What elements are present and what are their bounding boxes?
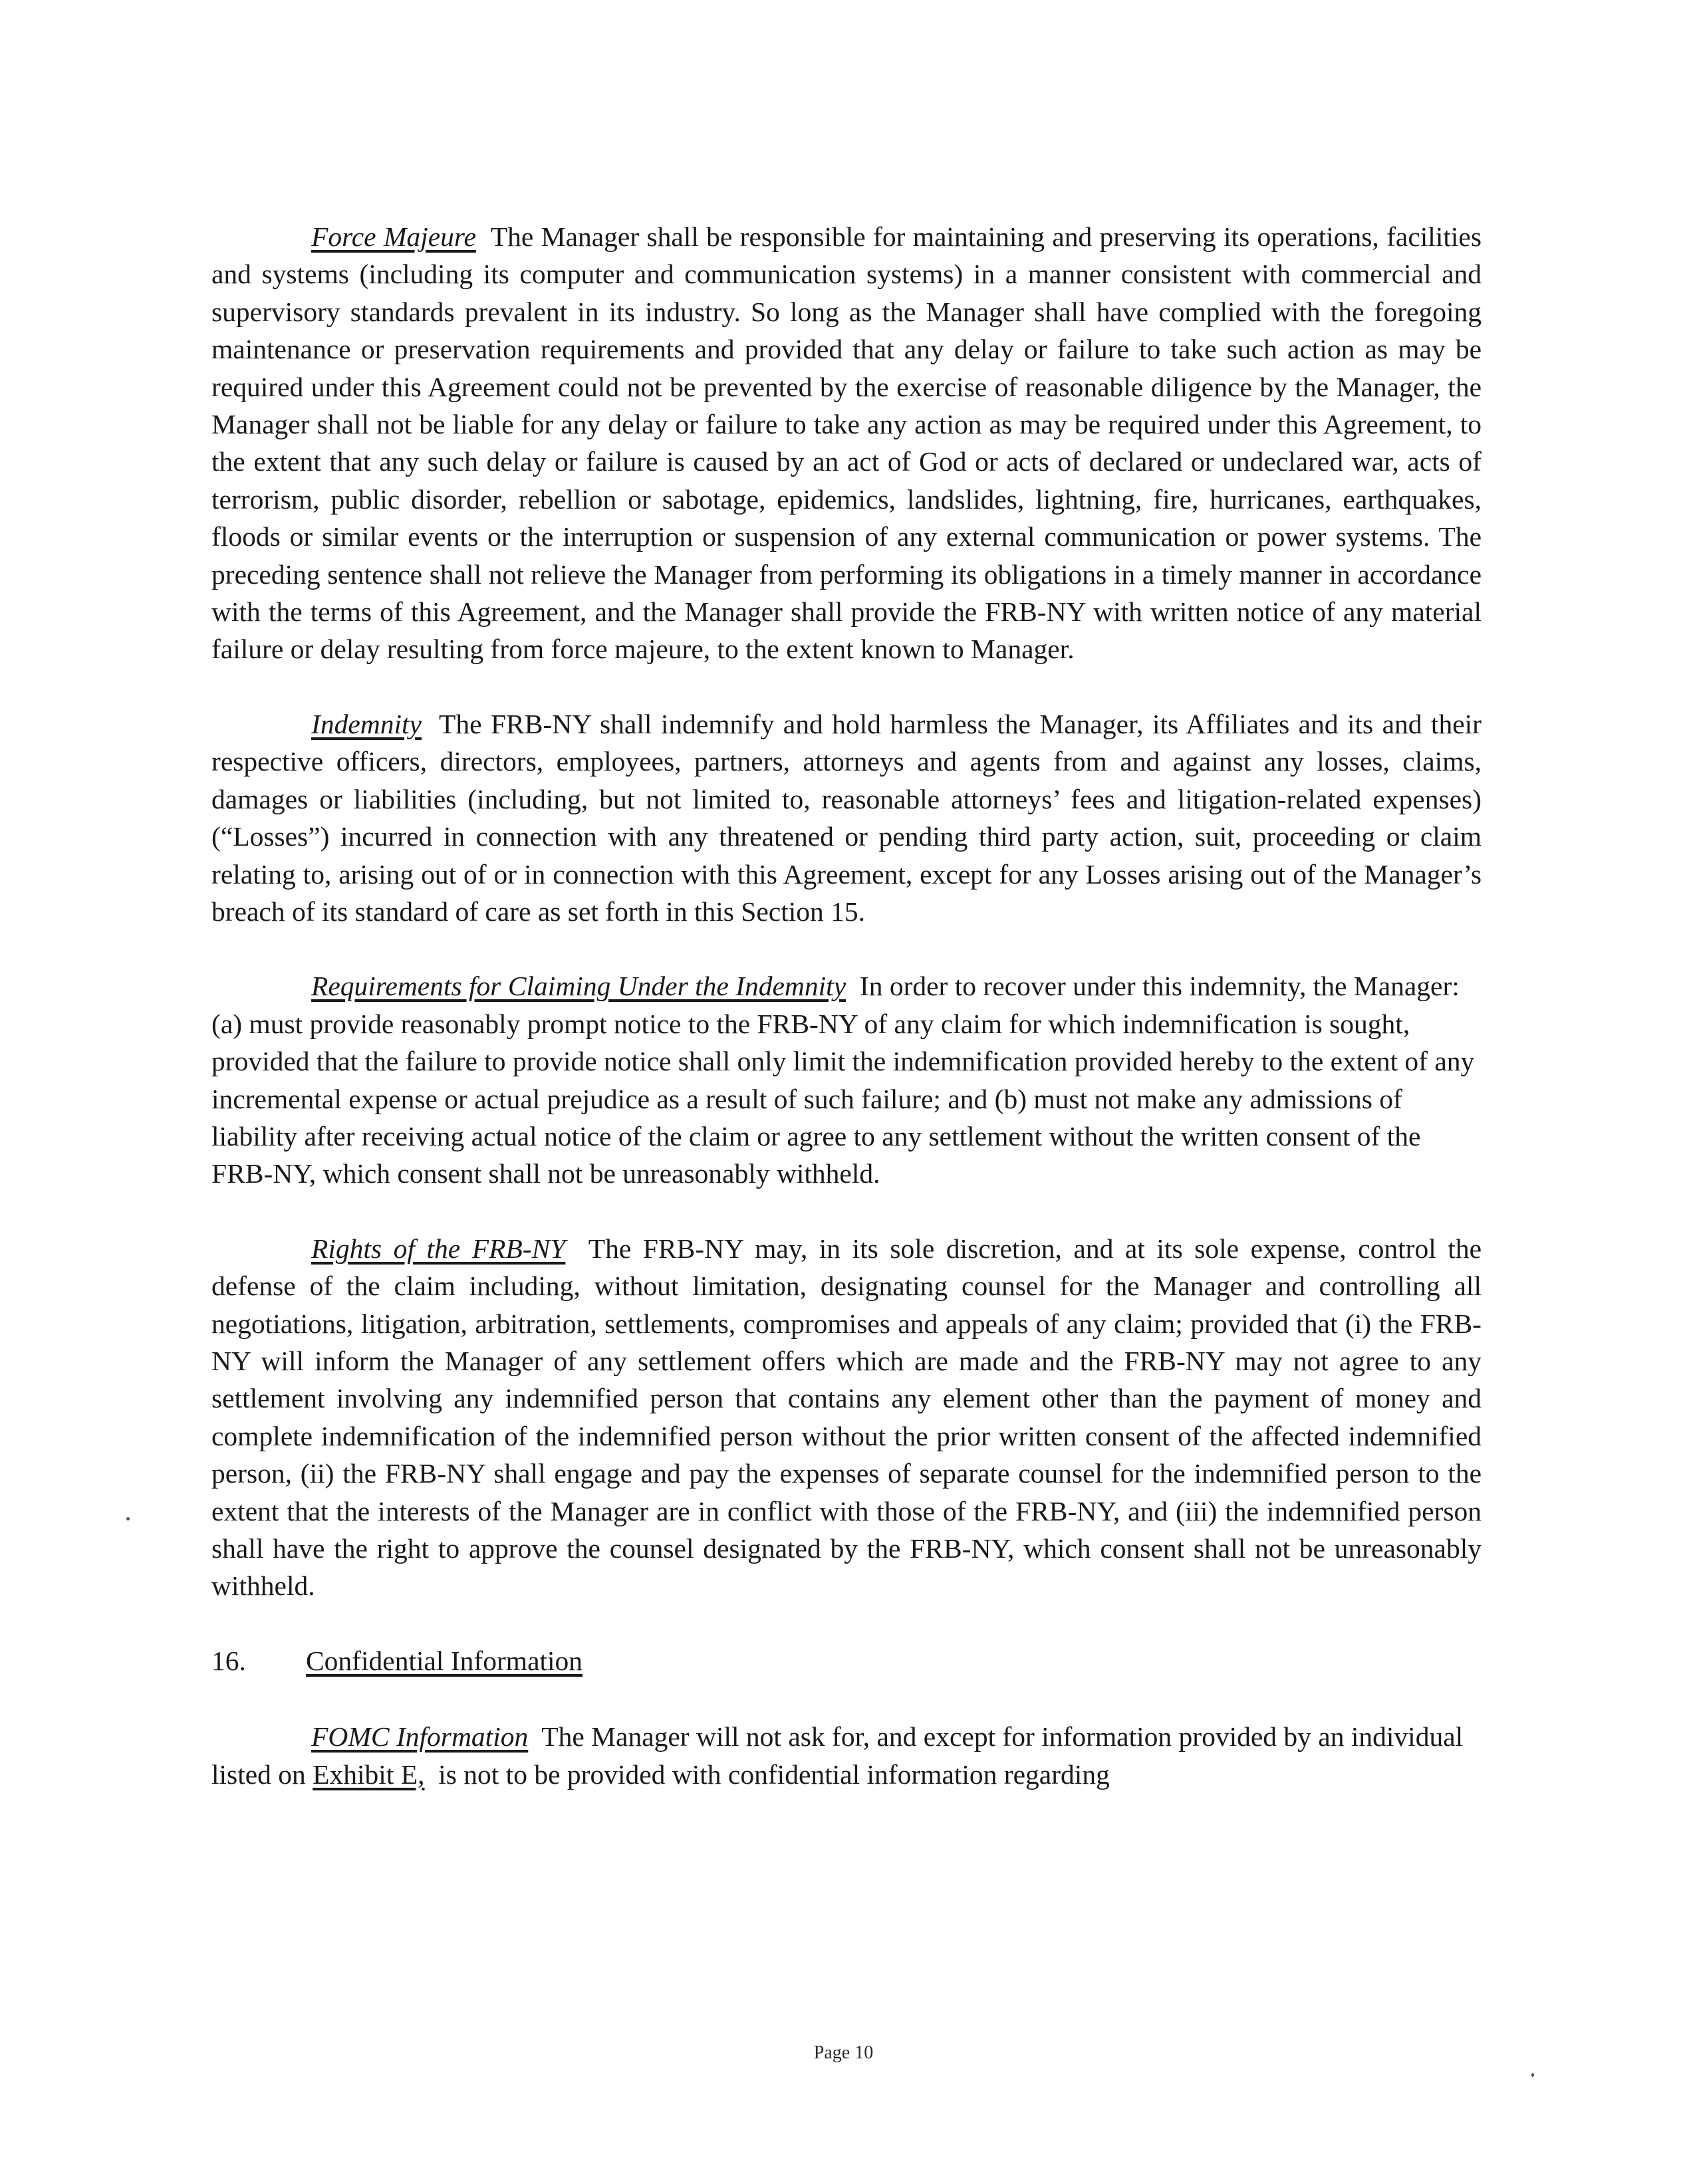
page-number: Page 10 <box>813 2042 874 2063</box>
section-number: 16. <box>211 1645 246 1676</box>
paragraph-indemnity <box>211 705 1482 930</box>
exhibit-e-reference: Exhibit E, <box>313 1759 425 1790</box>
document-page <box>211 218 1482 1830</box>
heading-force-majeure: Force Majeure <box>311 221 476 252</box>
section-heading <box>211 1642 1482 1679</box>
paragraph-rights <box>211 1230 1482 1605</box>
text-indemnity: The FRB-NY shall indemnify and hold harmless the Manager, its Affiliates and its and their respective officers, directors, employees, partners, attorneys and agents from and against any losses, claims, damages or liabilities (including, but not limited to, reasonable attorneys’ fees and litigation-related expenses) (“Losses”) incurred in connection with any threatened or pending third party action, suit, proceeding or claim relating to, arising out of or in connection with this Agreement, except for any Losses arising out of the Manager’s breach of its standard of care as set forth in this Section 15. <box>211 708 1482 927</box>
text-requirements: In order to recover under this indemnity, the Manager: (a) must provide reasonably prompt notice to the FRB-NY of any claim for which indemnification is sought, provided that the failure to provide notice shall only limit the indemnification provided hereby to the extent of any incremental expense or actual prejudice as a result of such failure; and (b) must not make any admissions of liability after receiving actual notice of the claim or agree to any settlement without the written consent of the FRB-NY, which consent shall not be unreasonably withheld. <box>211 971 1475 1189</box>
scan-speck <box>1531 2073 1534 2077</box>
heading-indemnity: Indemnity <box>311 708 422 739</box>
scan-speck <box>126 1517 130 1520</box>
heading-fomc: FOMC Information <box>311 1721 529 1753</box>
section-title: Confidential Information <box>306 1645 583 1676</box>
paragraph-force-majeure <box>211 218 1482 668</box>
text-fomc-before: The Manager will not ask for, and except for information provided by an individual listed on <box>211 1721 1464 1790</box>
text-fomc-after: is not to be provided with confidential information regarding <box>438 1759 1110 1790</box>
text-force-majeure: The Manager shall be responsible for maintaining and preserving its operations, facilities and systems (including its computer and communication systems) in a manner consistent with commercial and supervisory standards prevalent in its industry. So long as the Manager shall have complied with the foregoing maintenance or preservation requirements and provided that any delay or failure to take such action as may be required under this Agreement could not be prevented by the exercise of reasonable diligence by the Manager, the Manager shall not be liable for any delay or failure to take any action as may be required under this Agreement, to the extent that any such delay or failure is caused by an act of God or acts of declared or undeclared war, acts of terrorism, public disorder, rebellion or sabotage, epidemics, landslides, lightning, fire, hurricanes, earthquakes, floods or similar events or the interruption or suspension of any external communication or power systems. The preceding sentence shall not relieve the Manager from performing its obligations in a timely manner in accordance with the terms of this Agreement, and the Manager shall provide the FRB-NY with written notice of any material failure or delay resulting from force majeure, to the extent known to Manager. <box>211 221 1482 665</box>
heading-rights: Rights of the FRB-NY <box>311 1233 566 1264</box>
paragraph-requirements <box>211 967 1482 1192</box>
paragraph-fomc <box>211 1718 1482 1793</box>
text-rights: The FRB-NY may, in its sole discretion, and at its sole expense, control the defense of the claim including, without limitation, designating counsel for the Manager and controlling all negotiations, litigation, arbitration, settlements, compromises and appeals of any claim; provided that (i) the FRB-NY will inform the Manager of any settlement offers which are made and the FRB-NY may not agree to any settlement involving any indemnified person that contains any element other than the payment of money and complete indemnification of the indemnified person without the prior written consent of the affected indemnified person, (ii) the FRB-NY shall engage and pay the expenses of separate counsel for the indemnified person to the extent that the interests of the Manager are in conflict with those of the FRB-NY, and (iii) the indemnified person shall have the right to approve the counsel designated by the FRB-NY, which consent shall not be unreasonably withheld. <box>211 1233 1482 1602</box>
heading-requirements: Requirements for Claiming Under the Indemnity <box>311 971 846 1002</box>
